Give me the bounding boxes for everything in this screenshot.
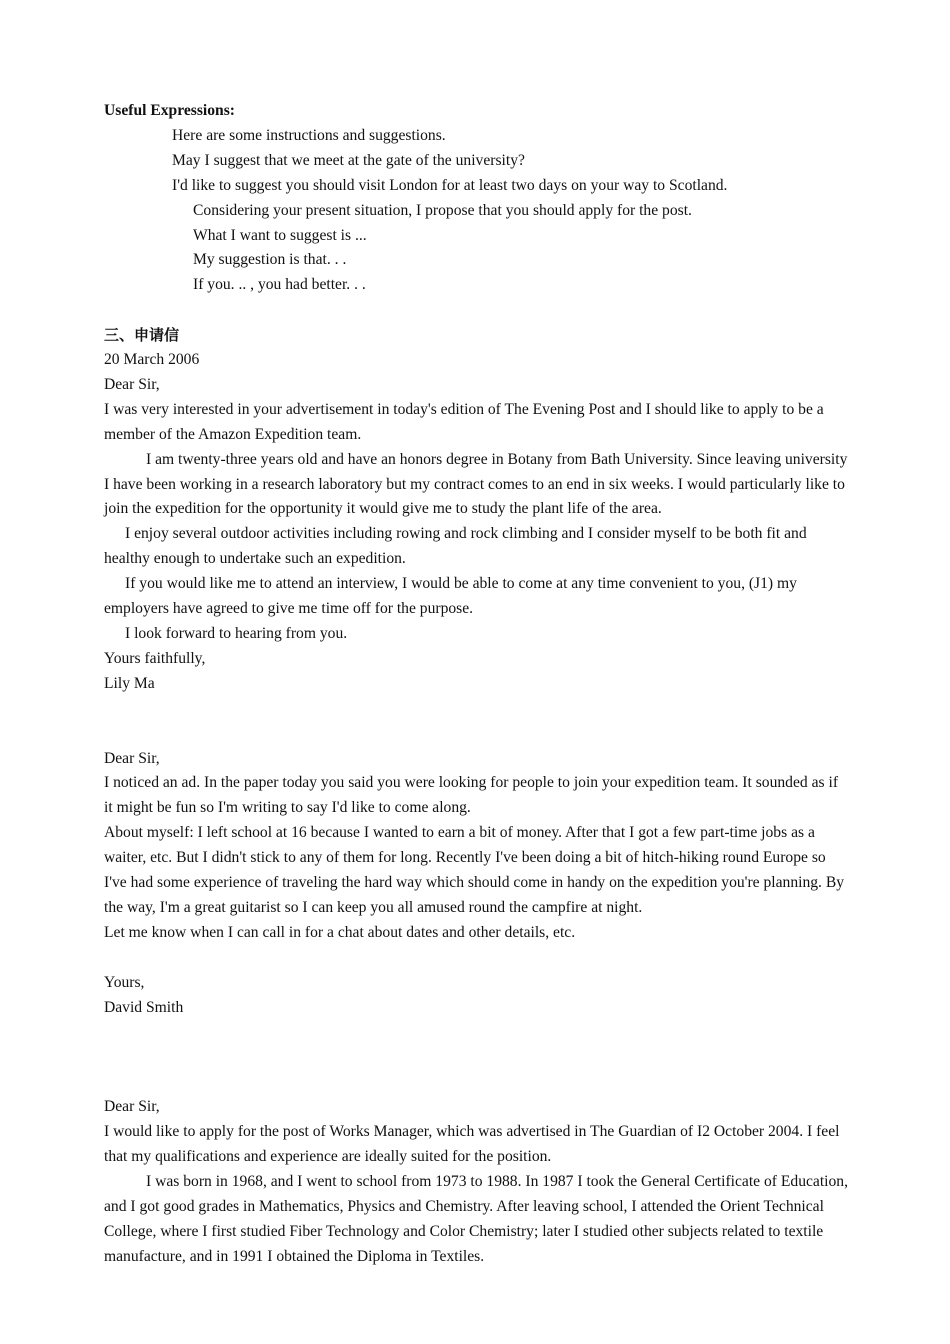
letter3-salutation: Dear Sir, (104, 1098, 160, 1116)
document-page (104, 99, 849, 1270)
letter1-salutation: Dear Sir, (104, 375, 160, 393)
letter1-paragraph-5: I look forward to hearing from you. (125, 625, 348, 643)
expression-line: If you. .. , you had better. . . (193, 276, 366, 294)
letter1-paragraph-3: I enjoy several outdoor activities including rowing and rock climbing and I consider myself to be both fit and healthy enough to undertake such an expedition. (104, 525, 807, 568)
expression-line: My suggestion is that. . . (193, 251, 347, 269)
section-title: 三、申请信 (104, 326, 180, 345)
letter2-signature: David Smith (104, 998, 184, 1016)
spacer (104, 697, 849, 747)
expression-line: What I want to suggest is ... (193, 226, 367, 244)
expression-line: Considering your present situation, I propose that you should apply for the post. (193, 201, 692, 219)
spacer (104, 298, 849, 323)
letter1-signature: Lily Ma (104, 674, 155, 692)
expression-line: May I suggest that we meet at the gate of the university? (172, 151, 525, 169)
letter3-paragraph-2: I was born in 1968, and I went to school from 1973 to 1988. In 1987 I took the General Certificate of Education, and I got good grades in Mathematics, Physics and Chemistry. After leaving school, I attended the Orient Technical College, where I first studied Fiber Technology and Color Chemistry; later I studied other subjects related to textile manufacture, and in 1991 I obtained the Diploma in Textiles. (104, 1172, 848, 1265)
expression-line: I'd like to suggest you should visit London for at least two days on your way to Scotland. (172, 176, 728, 194)
letter2-salutation: Dear Sir, (104, 749, 160, 767)
spacer (104, 946, 849, 971)
expression-line: Here are some instructions and suggestions. (172, 126, 446, 144)
letter2-paragraph-1: I noticed an ad. In the paper today you said you were looking for people to join your expedition team. It sounded as if it might be fun so I'm writing to say I'd like to come along. (104, 774, 839, 817)
useful-expressions-heading: Useful Expressions: (104, 102, 235, 119)
letter2-paragraph-2: About myself: I left school at 16 because I wanted to earn a bit of money. After that I got a few part-time jobs as a waiter, etc. But I didn't stick to any of them for long. Recently I've been doing a bit of hitch-hiking round Europe so I've had some experience of traveling the hard way which should come in handy on the expedition you're planning. By the way, I'm a great guitarist so I can keep you all amused round the campfire at night. (104, 824, 845, 916)
letter1-closing: Yours faithfully, (104, 649, 206, 667)
letter1-paragraph-4: If you would like me to attend an interview, I would be able to come at any time convenient to you, (J1) my employers have agreed to give me time off for the purpose. (104, 575, 797, 618)
letter1-date: 20 March 2006 (104, 351, 200, 369)
letter3-paragraph-1: I would like to apply for the post of Works Manager, which was advertised in The Guardian of I2 October 2004. I feel that my qualifications and experience are ideally suited for the position. (104, 1123, 840, 1165)
letter2-paragraph-3: Let me know when I can call in for a chat about dates and other details, etc. (104, 923, 576, 941)
letter1-paragraph-2: I am twenty-three years old and have an honors degree in Botany from Bath University. Since leaving university I have been working in a research laboratory but my contract comes to an end in six weeks. I would particularly like to join the expedition for the opportunity it would give me to study the plant life of the area. (104, 450, 848, 518)
letter1-paragraph-1: I was very interested in your advertisement in today's edition of The Evening Post and I should like to apply to be a member of the Amazon Expedition team. (104, 400, 824, 443)
spacer (104, 1020, 849, 1095)
letter2-closing: Yours, (104, 973, 145, 991)
